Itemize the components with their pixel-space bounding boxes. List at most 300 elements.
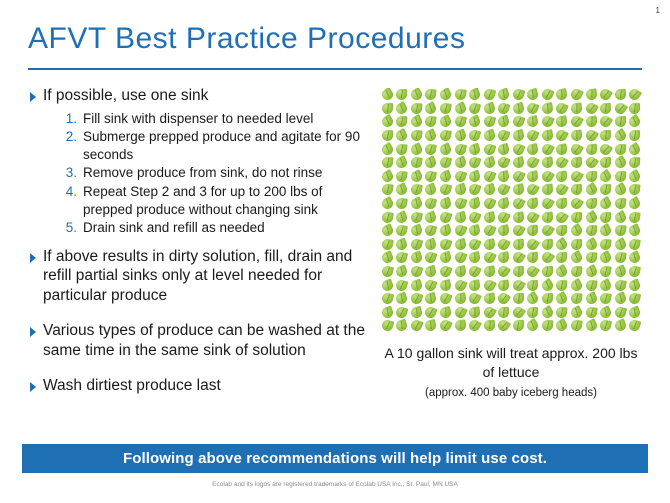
lettuce-leaf-icon — [424, 224, 438, 238]
lettuce-leaf-icon — [439, 102, 452, 115]
lettuce-leaf-icon — [482, 169, 496, 183]
spacer — [30, 310, 370, 321]
lettuce-leaf-icon — [511, 102, 525, 116]
lettuce-leaf-icon — [583, 182, 598, 197]
lettuce-leaf-icon — [540, 250, 555, 265]
lettuce-leaf-icon — [527, 307, 538, 318]
lettuce-leaf-icon — [569, 142, 584, 157]
lettuce-leaf-icon — [614, 198, 626, 210]
lettuce-leaf-icon — [512, 184, 525, 197]
lettuce-leaf-icon — [540, 223, 555, 238]
lettuce-leaf-icon — [613, 210, 628, 225]
lettuce-leaf-icon — [585, 116, 597, 128]
lettuce-leaf-icon — [439, 279, 452, 292]
lettuce-leaf-icon — [453, 156, 467, 170]
lettuce-leaf-icon — [570, 293, 582, 305]
lettuce-leaf-icon — [555, 101, 570, 116]
lettuce-leaf-icon — [627, 88, 642, 102]
triangle-bullet-icon — [30, 382, 36, 392]
lettuce-leaf-icon — [395, 305, 409, 319]
list-item — [60, 183, 370, 218]
lettuce-leaf-icon — [627, 114, 642, 129]
lettuce-leaf-icon — [556, 279, 568, 291]
lettuce-leaf-icon — [396, 116, 408, 128]
lettuce-leaf-icon — [600, 130, 611, 141]
lettuce-leaf-icon — [439, 224, 453, 238]
lettuce-leaf-icon — [409, 319, 423, 333]
lettuce-leaf-icon — [598, 223, 613, 238]
lettuce-leaf-icon — [497, 88, 511, 102]
lettuce-leaf-icon — [540, 88, 554, 102]
lettuce-leaf-icon — [598, 278, 613, 293]
triangle-bullet-icon — [30, 327, 36, 337]
lettuce-leaf-icon — [395, 210, 410, 225]
triangle-bullet-icon — [30, 253, 36, 263]
lettuce-leaf-icon — [554, 318, 569, 333]
lettuce-leaf-icon — [467, 291, 482, 306]
lettuce-leaf-icon — [540, 277, 555, 292]
lettuce-leaf-icon — [512, 156, 525, 169]
lettuce-leaf-icon — [439, 129, 452, 142]
lettuce-leaf-icon — [525, 210, 540, 225]
triangle-bullet-icon — [30, 92, 36, 102]
bullet-text: Various types of produce can be washed at the same time in the same sink of solution — [43, 322, 365, 359]
lettuce-leaf-icon — [511, 305, 526, 320]
lettuce-leaf-icon — [584, 101, 599, 116]
lettuce-leaf-icon — [497, 156, 511, 170]
lettuce-leaf-icon — [569, 169, 584, 184]
lettuce-leaf-icon — [468, 142, 482, 156]
lettuce-leaf-icon — [556, 306, 568, 318]
lettuce-leaf-icon — [556, 198, 568, 210]
lettuce-leaf-icon — [628, 319, 642, 333]
lettuce-leaf-icon — [614, 89, 626, 101]
lettuce-leaf-icon — [453, 128, 467, 142]
step-number: 1. — [65, 110, 77, 126]
lettuce-leaf-icon — [380, 319, 394, 333]
step-text: Repeat Step 2 and 3 for up to 200 lbs of prepped produce without changing sink — [83, 184, 323, 217]
lettuce-leaf-icon — [454, 265, 467, 278]
lettuce-leaf-icon — [527, 197, 539, 209]
lettuce-leaf-icon — [498, 252, 510, 264]
lettuce-leaf-icon — [438, 237, 452, 251]
lettuce-leaf-icon — [395, 319, 409, 333]
lettuce-leaf-icon — [424, 210, 438, 224]
lettuce-leaf-icon — [468, 156, 482, 170]
lettuce-leaf-icon — [628, 292, 641, 305]
lettuce-leaf-icon — [453, 183, 467, 197]
list-item — [60, 219, 370, 237]
lettuce-leaf-icon — [569, 250, 584, 265]
lettuce-leaf-icon — [497, 197, 510, 210]
lettuce-leaf-icon — [424, 319, 437, 332]
lettuce-leaf-icon — [614, 171, 626, 183]
lettuce-leaf-icon — [600, 184, 611, 195]
lettuce-leaf-icon — [540, 169, 555, 184]
lettuce-leaf-icon — [628, 238, 641, 251]
lettuce-leaves-image — [380, 88, 642, 336]
lettuce-leaf-icon — [614, 252, 627, 265]
lettuce-leaf-icon — [424, 278, 438, 292]
lettuce-leaf-icon — [600, 238, 612, 250]
lettuce-leaf-icon — [525, 237, 540, 252]
lettuce-leaf-icon — [598, 305, 613, 320]
lettuce-leaf-icon — [394, 101, 409, 116]
lettuce-leaf-icon — [599, 265, 611, 277]
lettuce-leaf-icon — [395, 251, 408, 264]
sub-step-list — [60, 110, 370, 237]
lettuce-leaf-icon — [380, 278, 394, 292]
lettuce-leaf-icon — [424, 156, 439, 171]
lettuce-leaf-icon — [395, 292, 409, 306]
lettuce-leaf-icon — [511, 196, 526, 211]
lettuce-leaf-icon — [454, 88, 467, 101]
lettuce-leaf-icon — [599, 292, 612, 305]
lettuce-leaf-icon — [380, 88, 395, 102]
step-number: 4. — [65, 184, 77, 200]
lettuce-leaf-icon — [424, 237, 438, 251]
lettuce-leaf-icon — [554, 210, 569, 225]
lettuce-leaf-icon — [438, 115, 453, 130]
lettuce-leaf-icon — [614, 306, 627, 319]
lettuce-leaf-icon — [409, 88, 424, 102]
lettuce-leaf-icon — [570, 130, 582, 142]
lettuce-leaf-icon — [468, 251, 481, 264]
lettuce-leaf-icon — [613, 264, 628, 279]
lettuce-leaf-icon — [511, 115, 525, 129]
lettuce-leaf-icon — [571, 239, 582, 250]
lettuce-leaf-icon — [629, 184, 641, 196]
lettuce-leaf-icon — [540, 305, 555, 320]
lettuce-leaf-icon — [394, 128, 409, 143]
lettuce-leaf-icon — [571, 212, 582, 223]
lettuce-leaf-icon — [395, 278, 409, 292]
caption-primary: A 10 gallon sink will treat approx. 200 lbs of lettuce — [384, 345, 638, 380]
lettuce-leaf-icon — [380, 142, 395, 157]
lettuce-leaf-icon — [583, 155, 598, 170]
lettuce-leaf-icon — [554, 264, 569, 279]
lettuce-leaf-icon — [540, 115, 555, 130]
list-item — [30, 86, 370, 106]
lettuce-leaf-icon — [627, 196, 642, 211]
lettuce-leaf-icon — [540, 196, 555, 211]
lettuce-leaf-icon — [409, 292, 423, 306]
lettuce-leaf-icon — [585, 279, 597, 291]
lettuce-leaf-icon — [527, 280, 538, 291]
legal-text: Ecolab and its logos are registered trademarks of Ecolab USA Inc., St. Paul, MN USA — [212, 481, 458, 488]
lettuce-leaf-icon — [613, 319, 627, 333]
lettuce-leaf-icon — [600, 157, 611, 168]
lettuce-leaf-icon — [554, 182, 569, 197]
lettuce-leaf-icon — [614, 279, 627, 292]
lettuce-leaf-icon — [584, 291, 599, 306]
lettuce-leaf-icon — [468, 306, 480, 318]
lettuce-leaf-icon — [409, 169, 424, 184]
lettuce-leaf-icon — [394, 155, 409, 170]
lettuce-leaf-icon — [409, 251, 423, 265]
lettuce-leaf-icon — [453, 305, 468, 320]
lettuce-leaf-icon — [380, 305, 394, 319]
lettuce-leaf-icon — [585, 171, 596, 182]
lettuce-leaf-icon — [410, 211, 423, 224]
lettuce-leaf-icon — [424, 128, 439, 143]
lettuce-leaf-icon — [629, 130, 640, 141]
lettuce-leaf-icon — [612, 128, 627, 143]
lettuce-leaf-icon — [512, 129, 525, 142]
lettuce-leaf-icon — [453, 210, 467, 224]
lettuce-leaf-icon — [583, 237, 598, 252]
step-number: 3. — [65, 165, 77, 181]
lettuce-leaf-icon — [410, 265, 424, 279]
lettuce-leaf-icon — [498, 279, 510, 291]
lettuce-leaf-icon — [513, 293, 524, 304]
lettuce-leaf-icon — [468, 169, 482, 183]
lettuce-leaf-icon — [482, 115, 496, 129]
lettuce-leaf-icon — [482, 142, 496, 156]
lettuce-leaf-icon — [438, 264, 452, 278]
lettuce-leaf-icon — [554, 291, 569, 306]
lettuce-leaf-icon — [467, 115, 481, 129]
spacer — [30, 365, 370, 376]
lettuce-leaf-icon — [409, 115, 424, 130]
lettuce-leaf-icon — [454, 115, 467, 128]
lettuce-leaf-icon — [438, 88, 453, 102]
lettuce-leaf-icon — [380, 223, 395, 238]
lettuce-leaf-icon — [467, 264, 482, 279]
lettuce-leaf-icon — [526, 155, 541, 170]
lettuce-leaf-icon — [453, 224, 467, 238]
lettuce-leaf-icon — [540, 142, 555, 157]
footer-banner: Following above recommendations will help limit use cost. — [22, 444, 648, 473]
lettuce-leaf-icon — [570, 320, 582, 332]
lettuce-leaf-icon — [599, 319, 612, 332]
lettuce-leaf-icon — [600, 211, 612, 223]
lettuce-leaf-icon — [497, 142, 510, 155]
title-divider — [28, 68, 642, 70]
lettuce-leaf-icon — [613, 182, 628, 197]
lettuce-leaf-icon — [497, 102, 511, 116]
image-caption — [380, 344, 642, 401]
lettuce-leaf-icon — [438, 319, 453, 334]
lettuce-leaf-icon — [542, 211, 554, 223]
lettuce-leaf-icon — [496, 210, 511, 225]
lettuce-leaf-icon — [468, 224, 481, 237]
lettuce-leaf-icon — [425, 143, 438, 156]
lettuce-leaf-icon — [511, 142, 525, 156]
lettuce-leaf-icon — [512, 211, 524, 223]
lettuce-leaf-icon — [569, 223, 584, 238]
lettuce-leaf-icon — [438, 142, 452, 156]
lettuce-leaf-icon — [541, 129, 554, 142]
list-item — [30, 321, 370, 361]
lettuce-leaf-icon — [381, 184, 393, 196]
lettuce-leaf-icon — [424, 292, 437, 305]
lettuce-leaf-icon — [483, 293, 495, 305]
lettuce-leaf-icon — [498, 307, 510, 319]
lettuce-leaf-icon — [598, 196, 613, 211]
lettuce-leaf-icon — [627, 223, 642, 238]
lettuce-leaf-icon — [395, 224, 408, 237]
lettuce-leaf-icon — [410, 184, 423, 197]
lettuce-leaf-icon — [425, 89, 437, 101]
bullet-text: If possible, use one sink — [43, 87, 209, 104]
lettuce-leaf-icon — [585, 252, 597, 264]
lettuce-leaf-icon — [584, 319, 599, 334]
page-number: 1 — [655, 6, 660, 15]
lettuce-leaf-icon — [438, 291, 452, 305]
lettuce-leaf-icon — [468, 279, 481, 292]
lettuce-leaf-icon — [571, 266, 583, 278]
lettuce-leaf-icon — [541, 157, 553, 169]
lettuce-leaf-icon — [598, 114, 613, 129]
lettuce-leaf-icon — [467, 318, 482, 333]
lettuce-leaf-icon — [556, 170, 568, 182]
lettuce-leaf-icon — [468, 102, 481, 115]
lettuce-leaf-icon — [410, 238, 423, 251]
lettuce-leaf-icon — [381, 157, 393, 169]
lettuce-leaf-icon — [511, 223, 526, 238]
lettuce-leaf-icon — [512, 266, 524, 278]
lettuce-leaf-icon — [496, 237, 511, 252]
page-title: AFVT Best Practice Procedures — [28, 22, 466, 55]
lettuce-leaf-icon — [600, 103, 612, 115]
lettuce-leaf-icon — [613, 291, 627, 305]
lettuce-leaf-icon — [395, 197, 408, 210]
lettuce-leaf-icon — [396, 170, 408, 182]
lettuce-leaf-icon — [497, 224, 510, 237]
lettuce-leaf-icon — [525, 183, 540, 198]
lettuce-leaf-icon — [382, 103, 393, 114]
list-item — [30, 247, 370, 306]
lettuce-leaf-icon — [556, 225, 567, 236]
lettuce-leaf-icon — [527, 252, 539, 264]
lettuce-leaf-icon — [424, 197, 437, 210]
lettuce-leaf-icon — [453, 101, 468, 116]
lettuce-leaf-icon — [496, 264, 511, 279]
lettuce-leaf-icon — [453, 143, 466, 156]
lettuce-leaf-icon — [453, 251, 467, 265]
lettuce-leaf-icon — [409, 196, 423, 210]
lettuce-leaf-icon — [454, 320, 466, 332]
lettuce-leaf-icon — [585, 143, 597, 155]
list-item — [30, 376, 370, 396]
lettuce-leaf-icon — [526, 128, 540, 142]
lettuce-leaf-icon — [569, 278, 584, 293]
lettuce-leaf-icon — [483, 238, 496, 251]
bullet-text: If above results in dirty solution, fill, drain and refill partial sinks only at level needed for particular produce — [43, 247, 353, 305]
lettuce-leaf-icon — [585, 306, 598, 319]
lettuce-leaf-icon — [525, 318, 540, 333]
lettuce-leaf-icon — [424, 183, 438, 197]
lettuce-leaf-grid — [380, 88, 642, 333]
lettuce-leaf-icon — [410, 102, 422, 114]
lettuce-leaf-icon — [380, 169, 395, 184]
lettuce-leaf-icon — [497, 115, 511, 129]
lettuce-leaf-icon — [482, 251, 497, 266]
lettuce-leaf-icon — [381, 265, 394, 278]
lettuce-leaf-icon — [454, 292, 467, 305]
lettuce-leaf-icon — [395, 264, 409, 278]
lettuce-leaf-icon — [438, 197, 452, 211]
lettuce-leaf-icon — [410, 129, 422, 141]
lettuce-leaf-icon — [526, 143, 539, 156]
lettuce-leaf-icon — [628, 305, 642, 319]
lettuce-leaf-icon — [396, 143, 408, 155]
lettuce-leaf-icon — [424, 251, 438, 265]
lettuce-leaf-icon — [468, 183, 482, 197]
lettuce-leaf-icon — [584, 264, 599, 279]
lettuce-leaf-icon — [541, 102, 554, 115]
step-number: 2. — [65, 129, 77, 145]
lettuce-leaf-icon — [585, 89, 597, 101]
lettuce-leaf-icon — [542, 320, 554, 332]
lettuce-leaf-icon — [615, 116, 626, 127]
lettuce-leaf-icon — [425, 116, 437, 128]
list-item — [60, 128, 370, 163]
lettuce-leaf-icon — [629, 157, 641, 169]
lettuce-leaf-icon — [423, 101, 438, 116]
lettuce-leaf-icon — [511, 88, 525, 102]
lettuce-leaf-icon — [569, 115, 584, 130]
step-number: 5. — [65, 220, 77, 236]
lettuce-leaf-icon — [613, 237, 628, 252]
lettuce-leaf-icon — [439, 251, 452, 264]
lettuce-leaf-icon — [482, 156, 496, 170]
lettuce-leaf-icon — [527, 170, 540, 183]
list-item — [60, 164, 370, 182]
lettuce-leaf-icon — [410, 156, 423, 169]
lettuce-leaf-icon — [554, 155, 569, 170]
lettuce-leaf-icon — [613, 101, 628, 116]
lettuce-leaf-icon — [381, 130, 393, 142]
lettuce-leaf-icon — [483, 211, 496, 224]
lettuce-leaf-icon — [439, 156, 452, 169]
lettuce-leaf-icon — [482, 223, 497, 238]
lettuce-leaf-icon — [381, 238, 394, 251]
lettuce-leaf-icon — [496, 183, 510, 197]
lettuce-leaf-icon — [583, 210, 598, 225]
lettuce-leaf-icon — [570, 102, 582, 114]
lettuce-leaf-icon — [483, 320, 495, 332]
lettuce-leaf-icon — [409, 142, 424, 157]
lettuce-leaf-icon — [598, 250, 613, 265]
lettuce-leaf-icon — [424, 170, 437, 183]
lettuce-leaf-icon — [482, 183, 495, 196]
lettuce-leaf-icon — [613, 155, 628, 170]
lettuce-leaf-icon — [394, 183, 409, 198]
lettuce-leaf-icon — [468, 197, 481, 210]
lettuce-leaf-icon — [628, 265, 641, 278]
lettuce-leaf-icon — [598, 88, 613, 102]
lettuce-leaf-icon — [614, 225, 626, 237]
lettuce-leaf-icon — [496, 318, 511, 333]
lettuce-leaf-icon — [512, 238, 524, 250]
lettuce-leaf-icon — [569, 88, 584, 102]
lettuce-leaf-icon — [556, 252, 567, 263]
lettuce-leaf-icon — [513, 320, 524, 331]
lettuce-leaf-icon — [424, 305, 438, 319]
list-item — [60, 110, 370, 128]
lettuce-leaf-icon — [410, 306, 423, 319]
lettuce-leaf-icon — [628, 211, 640, 223]
lettuce-leaf-icon — [396, 89, 407, 100]
lettuce-leaf-icon — [571, 157, 583, 169]
lettuce-leaf-icon — [483, 265, 495, 277]
lettuce-leaf-icon — [453, 170, 467, 184]
lettuce-leaf-icon — [629, 103, 640, 114]
lettuce-leaf-icon — [395, 237, 409, 251]
lettuce-leaf-icon — [482, 305, 497, 320]
